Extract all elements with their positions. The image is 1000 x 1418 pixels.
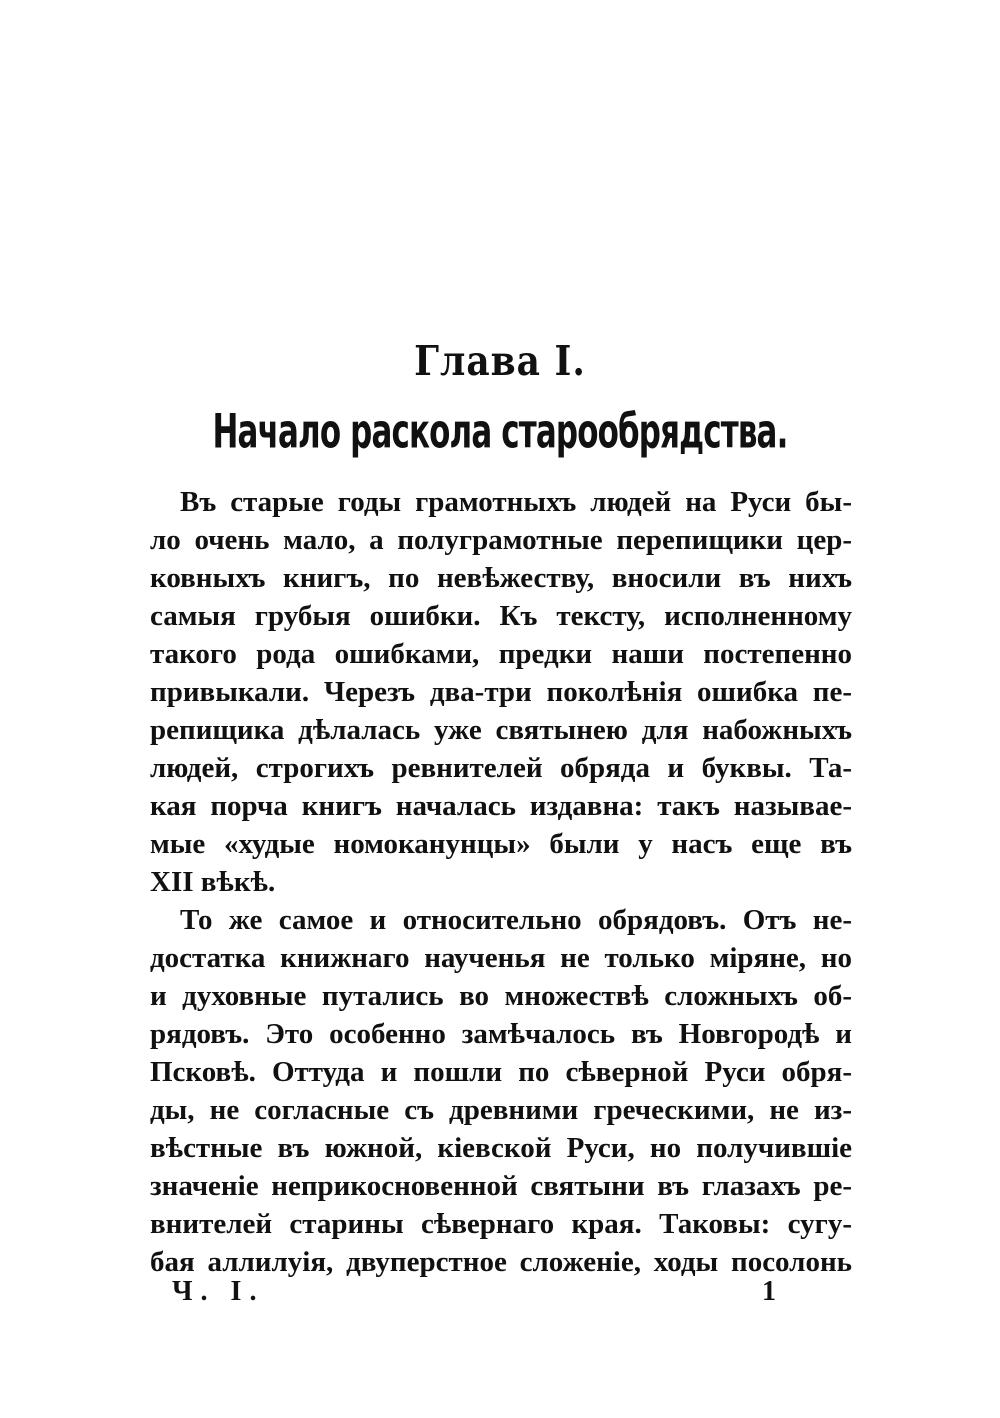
text-line: бая аллилуія, двуперстное сложеніе, ходы посолонь — [150, 1246, 852, 1278]
text-line: значеніе неприкосновенной святыни въ глазахъ ре- — [150, 1170, 852, 1202]
chapter-title: Начало раскола старообрядства. — [212, 405, 788, 460]
text-line: людей, строгихъ ревнителей обряда и буквы. Та- — [150, 752, 852, 784]
text-line: и духовные путались во множествѣ сложныхъ об- — [150, 980, 852, 1012]
text-line: Псковѣ. Оттуда и пошли по сѣверной Руси обря- — [150, 1056, 852, 1088]
text-line: привыкали. Черезъ два-три поколѣнія ошибка пе- — [150, 676, 852, 708]
text-line: ковныхъ книгъ, по невѣжеству, вносили въ нихъ — [150, 562, 852, 594]
text-line: такого рода ошибками, предки наши постепенно — [150, 638, 852, 670]
text-line: кая порча книгъ началась издавна: такъ называе- — [150, 790, 852, 822]
text-line: достатка книжнаго наученья не только міряне, но — [150, 942, 852, 974]
text-line: мые «худые номоканунцы» были у насъ еще въ — [150, 828, 852, 860]
page-number: 1 — [762, 1276, 776, 1307]
chapter-heading: Глава I. — [414, 336, 586, 386]
text-line: XII вѣкѣ. — [150, 866, 276, 898]
text-line: То же самое и относительно обрядовъ. Отъ не- — [180, 904, 852, 936]
signature-mark: Ч. I. — [172, 1276, 265, 1307]
text-line: ло очень мало, а полуграмотные перепищики цер- — [150, 524, 852, 556]
text-line: вѣстные въ южной, кіевской Руси, но получившіе — [150, 1132, 852, 1164]
text-line: самыя грубыя ошибки. Къ тексту, исполненному — [150, 600, 852, 632]
text-line: рядовъ. Это особенно замѣчалось въ Новгородѣ и — [150, 1018, 852, 1050]
text-line: внителей старины сѣвернаго края. Таковы: сугу- — [150, 1208, 852, 1240]
text-line: ды, не согласные съ древними греческими, не из- — [150, 1094, 852, 1126]
text-line: репищика дѣлалась уже святынею для набожныхъ — [150, 714, 852, 746]
text-line: Въ старые годы грамотныхъ людей на Руси бы- — [180, 486, 852, 518]
